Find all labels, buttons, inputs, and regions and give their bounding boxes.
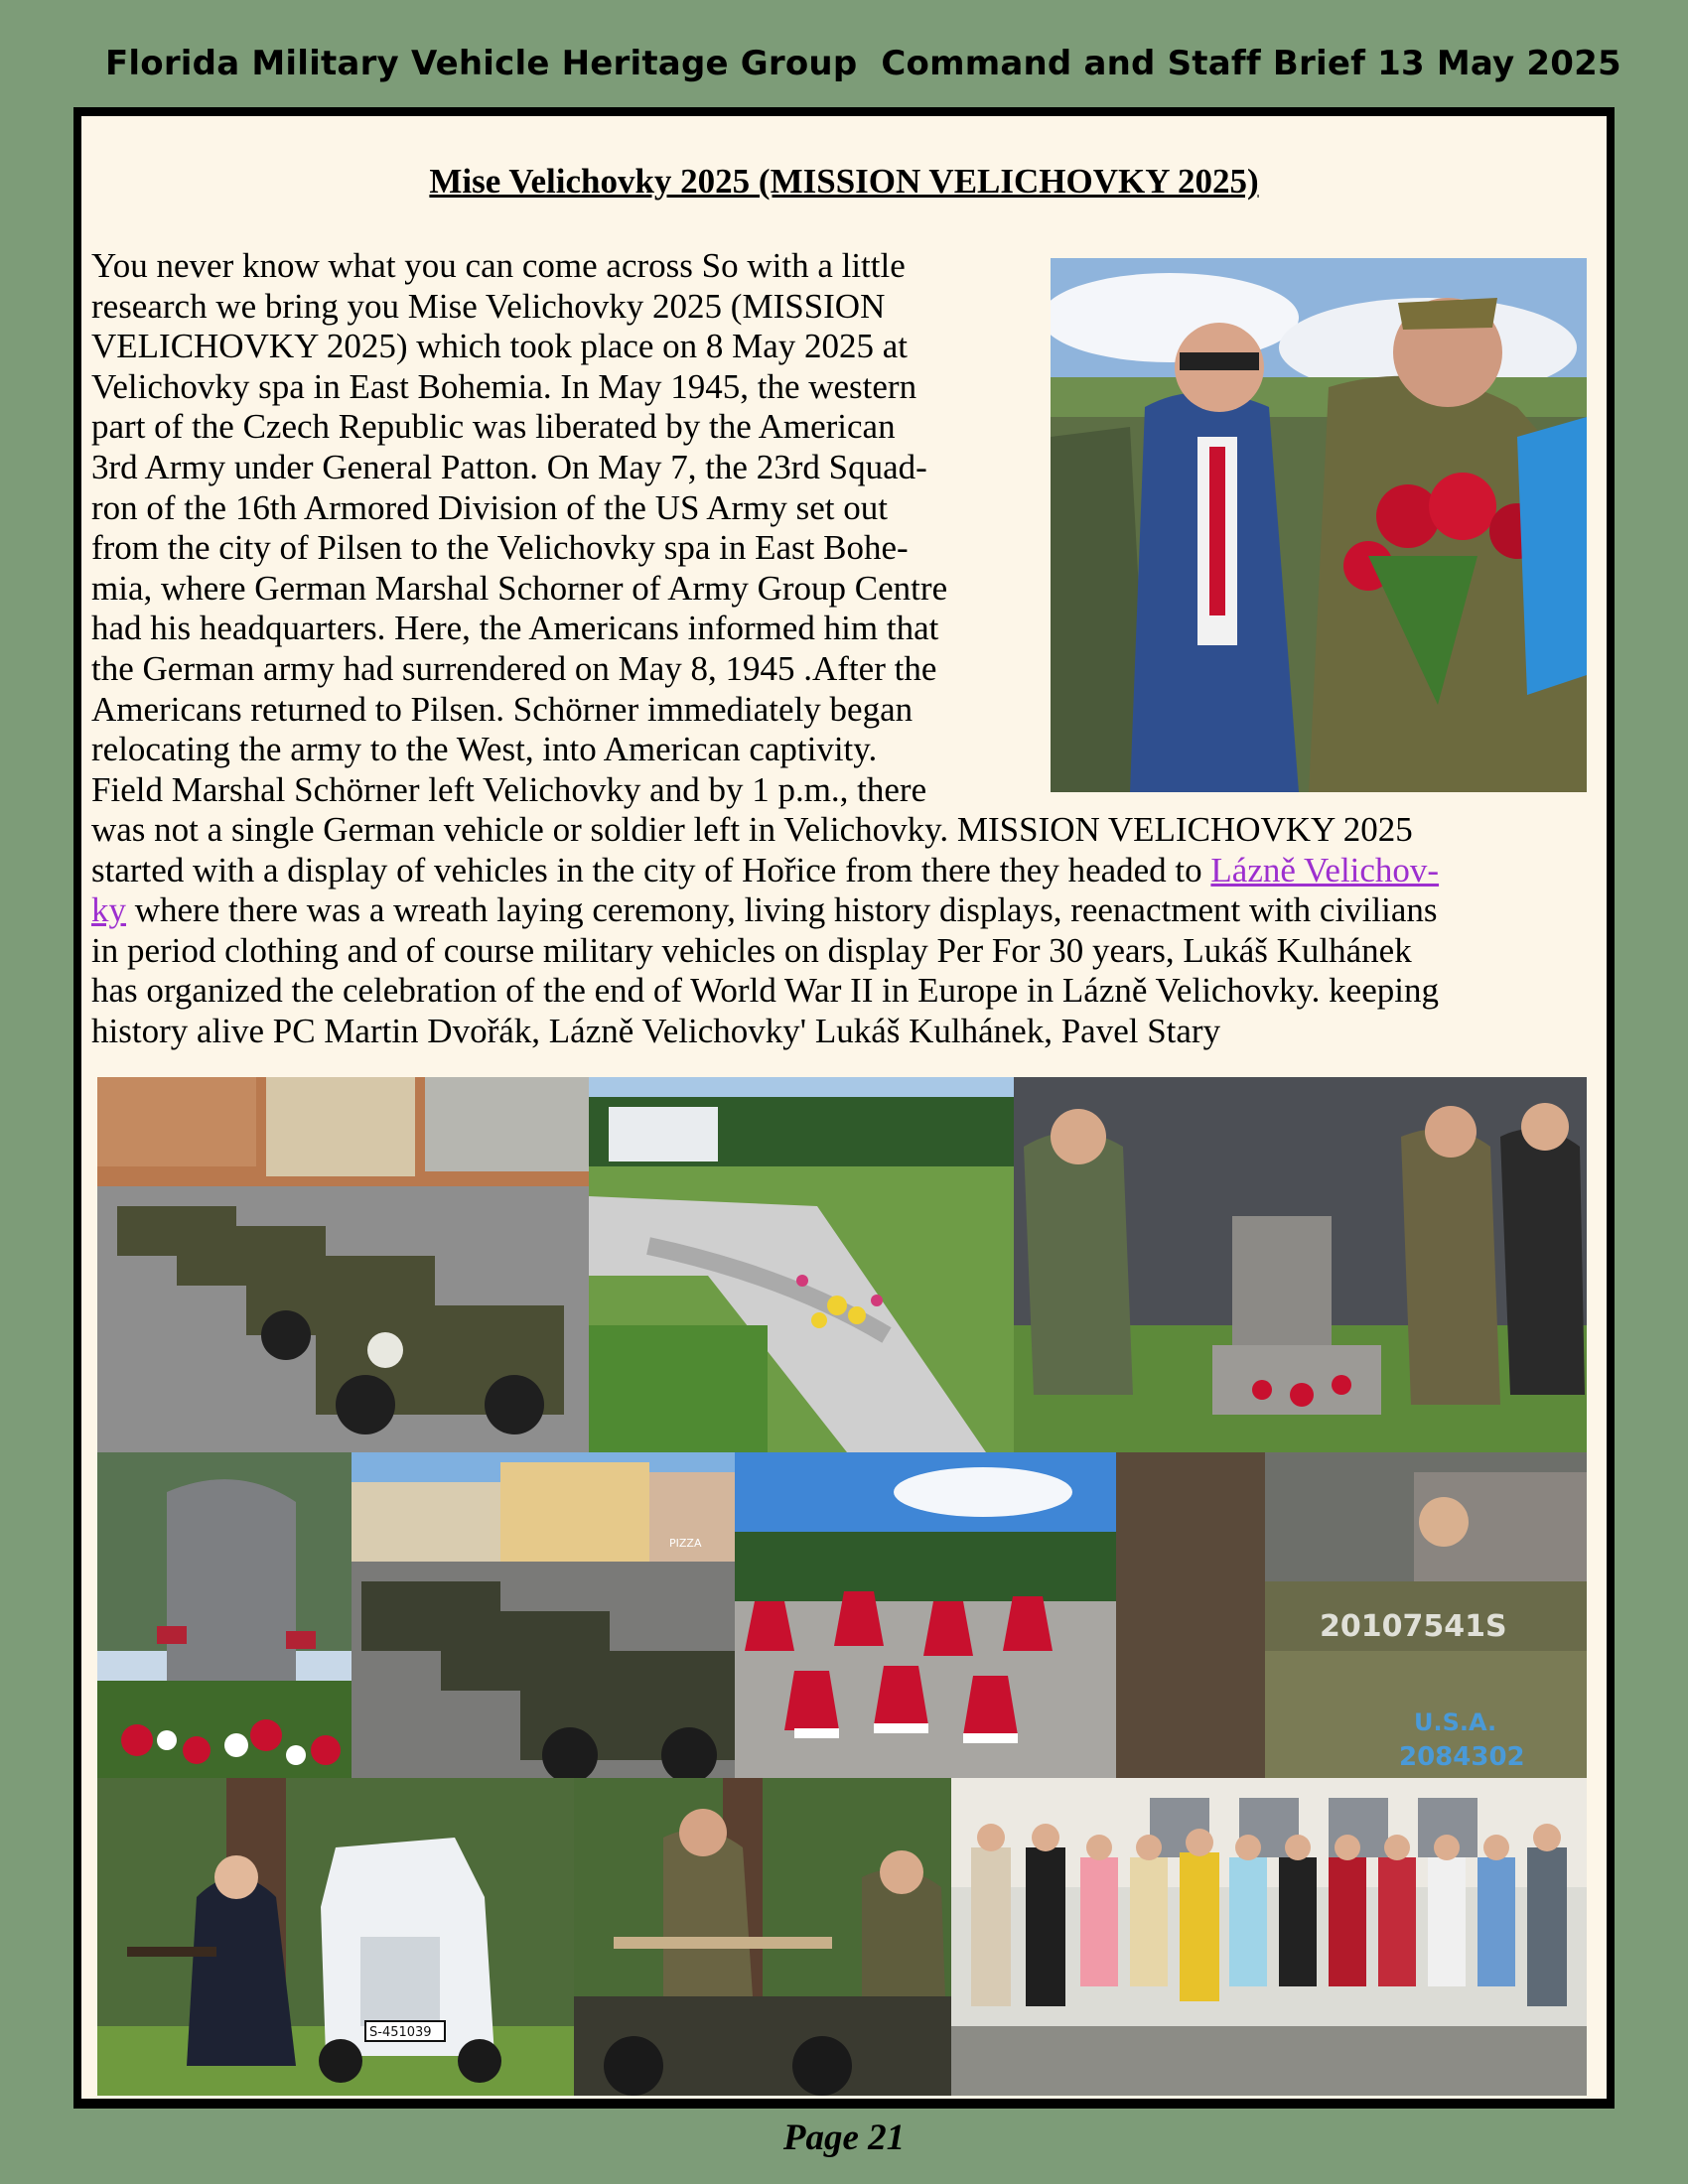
body-line: ron of the 16th Armored Division of the US Army set out	[91, 487, 889, 527]
body-line: part of the Czech Republic was liberated by the American	[91, 407, 896, 447]
photo-soldiers-motorcycle	[574, 1778, 951, 2096]
body-line: 3rd Army under General Patton. On May 7, the 23rd Squad-	[91, 447, 927, 486]
pizza-sign: PIZZA	[669, 1537, 702, 1550]
photo-memorial-stone-wreaths	[97, 1452, 352, 1778]
body-line: had his headquarters. Here, the Americans informed him that	[91, 609, 939, 648]
body-line: Americans returned to Pilsen. Schörner immediately began	[91, 689, 914, 729]
lazne-velichovky-link-cont[interactable]: ky	[91, 890, 126, 930]
jeep-side-number: 20107541S	[1320, 1609, 1507, 1644]
article-body-wide	[91, 810, 1439, 1052]
page-header	[105, 44, 1621, 83]
body-line: ky where there was a wreath laying ceremony, living history displays, reenactment with civilians	[91, 890, 1438, 930]
body-line: has organized the celebration of the end of World War II in Europe in Lázně Velichovky. keeping	[91, 971, 1439, 1011]
body-line: mia, where German Marshal Schorner of Army Group Centre	[91, 568, 948, 608]
body-line: was not a single German vehicle or soldier left in Velichovky. MISSION VELICHOVKY 2025	[91, 810, 1413, 849]
photo-period-costumes-group	[951, 1778, 1587, 2096]
body-line: in period clothing and of course military vehicles on display Per For 30 years, Lukáš Kulhánek	[91, 930, 1412, 970]
header-brief: Command and Staff Brief 13 May 2025	[881, 44, 1621, 83]
lazne-velichovky-link[interactable]: Lázně Velichov-	[1210, 850, 1440, 889]
photo-jeeps-town-square	[352, 1452, 735, 1778]
ambulance-plate: S-451039	[369, 2025, 432, 2040]
body-line: from the city of Pilsen to the Velichovky spa in East Bohe-	[91, 528, 909, 568]
photo-officials-flowers	[1051, 258, 1587, 792]
photo-spa-park-aerial	[589, 1077, 1014, 1452]
body-line: relocating the army to the West, into American captivity.	[91, 730, 878, 769]
header-group: Florida Military Vehicle Heritage Group	[105, 44, 858, 83]
photo-nurse-ambulance	[97, 1778, 574, 2096]
photo-dancers-red-dresses	[735, 1452, 1116, 1778]
body-line: history alive PC Martin Dvořák, Lázně Velichovky' Lukáš Kulhánek, Pavel Stary	[91, 1011, 1221, 1050]
body-line: started with a display of vehicles in the city of Hořice from there they headed to Lázně Velichov-	[91, 850, 1440, 889]
photo-jeep-hood-closeup	[1116, 1452, 1587, 1778]
body-line: VELICHOVKY 2025) which took place on 8 May 2025 at	[91, 327, 909, 366]
article-title: Mise Velichovky 2025 (MISSION VELICHOVKY 2025)	[429, 162, 1259, 201]
photo-jeeps-square	[97, 1077, 589, 1452]
body-line: You never know what you can come across So with a little	[91, 246, 906, 285]
page-number: Page 21	[782, 2117, 906, 2158]
body-line: Field Marshal Schörner left Velichovky and by 1 p.m., there	[91, 769, 927, 809]
body-line: the German army had surrendered on May 8, 1945 .After the	[91, 648, 937, 688]
article-body-narrow	[91, 246, 947, 810]
body-line: Velichovky spa in East Bohemia. In May 1945, the western	[91, 366, 917, 406]
jeep-hood-number: 2084302	[1399, 1742, 1525, 1772]
photo-memorial-reenactors	[1014, 1077, 1587, 1452]
body-line: research we bring you Mise Velichovky 2025 (MISSION	[91, 286, 886, 326]
jeep-hood-usa: U.S.A.	[1414, 1708, 1497, 1736]
